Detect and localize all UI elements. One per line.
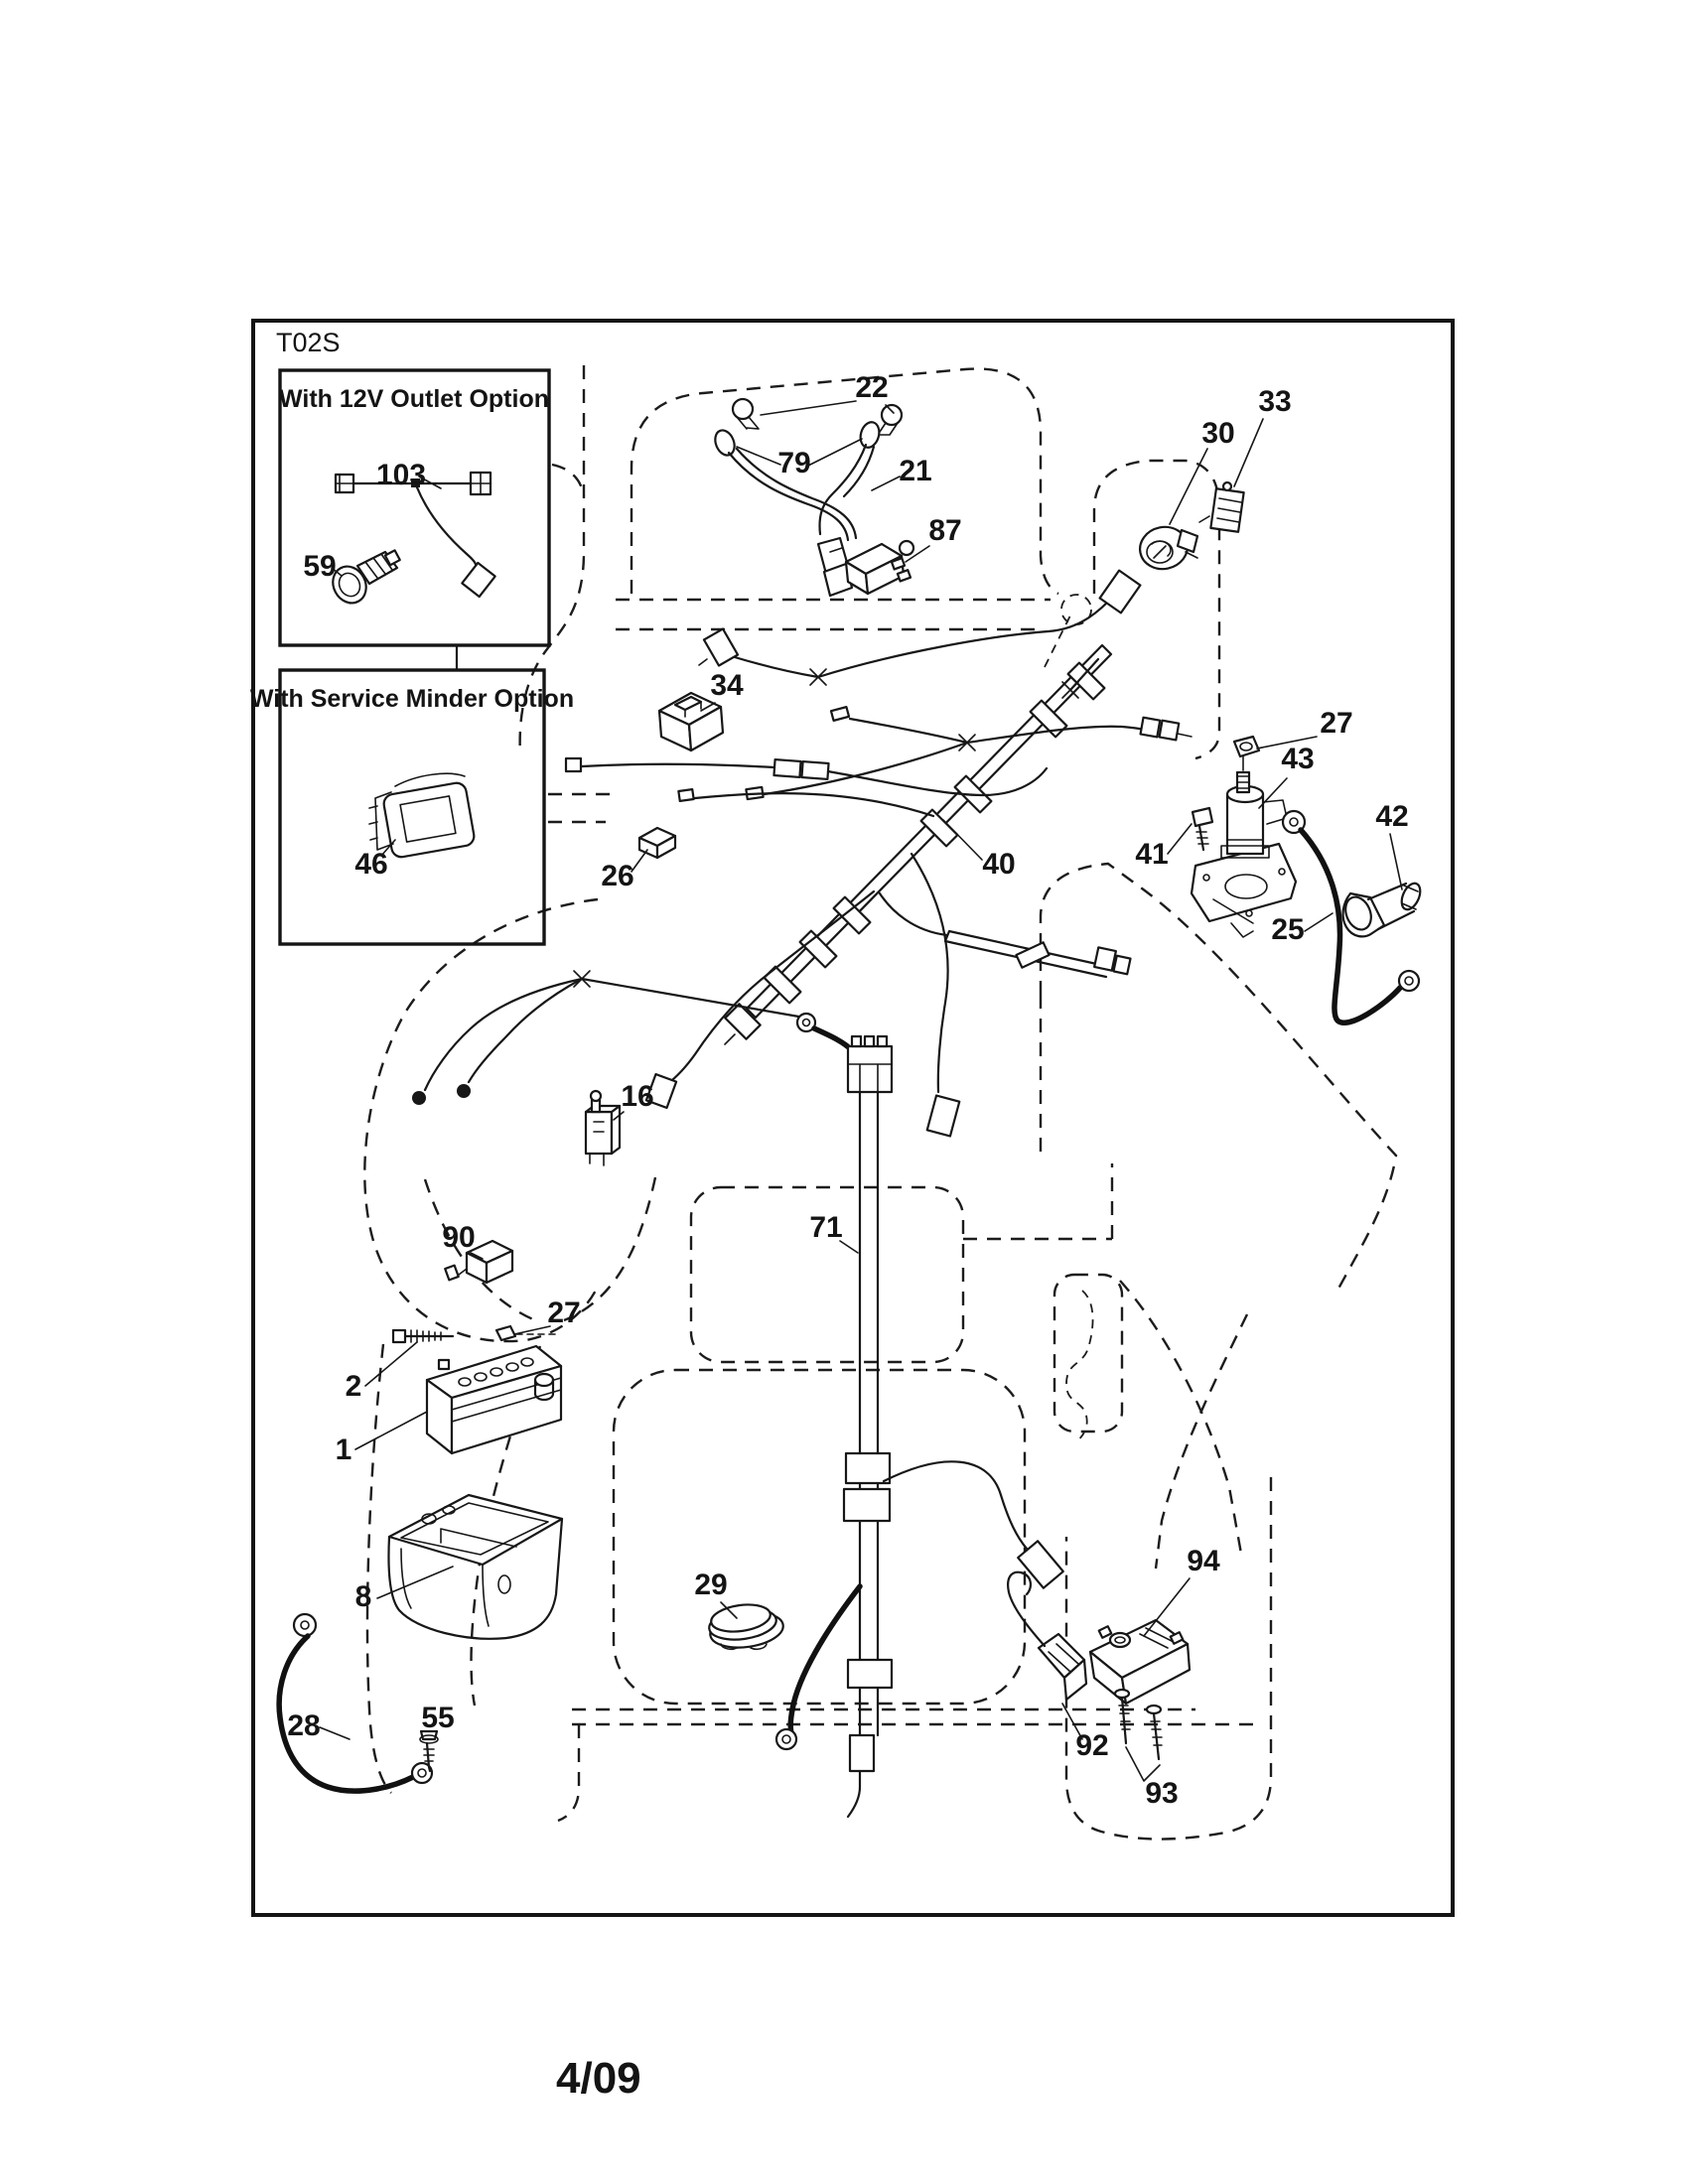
- part-label-bulb-sockets: 79: [777, 447, 811, 479]
- part-label-circuit-module: 33: [1258, 385, 1292, 418]
- left-branch-wires: [412, 971, 810, 1105]
- inset-service-minder: [250, 670, 574, 944]
- part-label-ground-screw: 55: [421, 1702, 455, 1734]
- part-label-battery: 1: [335, 1433, 352, 1466]
- part-label-battery-nut: 27: [547, 1297, 581, 1329]
- solenoid-glyph: [1192, 737, 1296, 937]
- meter-connector-glyph: [1008, 1572, 1086, 1700]
- battery-glyph: [427, 1346, 561, 1453]
- part-label-battery-cable: 25: [1271, 913, 1305, 946]
- part-label-outlet-12v: 59: [303, 550, 337, 583]
- outlet-12v-glyph: [327, 550, 400, 609]
- part-label-ignition-switch: 30: [1201, 417, 1235, 450]
- grommet-glyph: [707, 1601, 785, 1652]
- part-label-wire-strap: 71: [809, 1211, 843, 1244]
- part-label-meter-connector: 92: [1075, 1729, 1109, 1762]
- part-label-light-harness: 21: [899, 455, 932, 487]
- part-label-solenoid-nut: 27: [1320, 707, 1353, 740]
- part-label-terminal-boot: 42: [1375, 800, 1409, 833]
- part-label-solenoid-bolt: 41: [1135, 838, 1169, 871]
- hour-meter-glyph: [1090, 1620, 1190, 1704]
- part-label-solenoid: 43: [1281, 743, 1315, 775]
- part-label-relay-switch: 34: [710, 669, 744, 702]
- part-label-outlet-harness: 103: [375, 459, 427, 491]
- part-label-ground-cable: 28: [287, 1709, 321, 1742]
- inset-12v-title: With 12V Outlet Option: [279, 385, 549, 413]
- interlock-switch-glyph: [586, 1091, 620, 1165]
- battery-bolt-glyph: [393, 1330, 453, 1342]
- inset-12v-outlet: [279, 370, 549, 670]
- part-label-service-minder: 46: [354, 848, 388, 881]
- part-label-light-switch: 87: [928, 514, 962, 547]
- part-label-battery-box: 8: [354, 1580, 372, 1613]
- part-label-grommet: 29: [694, 1569, 728, 1601]
- light-switch-glyph: [846, 541, 913, 594]
- terminal-boot-glyph: [1341, 881, 1424, 936]
- part-label-hour-meter: 94: [1187, 1545, 1220, 1577]
- revision-date: 4/09: [556, 2054, 641, 2103]
- part-label-battery-bolt: 2: [345, 1370, 362, 1403]
- part-label-headlight-bulbs: 22: [855, 371, 889, 404]
- circuit-module-glyph: [1199, 482, 1244, 532]
- part-label-connector: 26: [601, 860, 634, 892]
- wire-strap-glyph: [776, 1014, 1063, 1817]
- diagram-code: T02S: [276, 328, 341, 357]
- part-label-main-harness: 40: [982, 848, 1016, 881]
- part-label-fuse-holder: 90: [442, 1221, 476, 1254]
- ignition-switch-glyph: [1136, 522, 1197, 573]
- ground-cable-glyph: [279, 1614, 432, 1791]
- service-minder-glyph: [369, 773, 476, 859]
- part-label-meter-screws: 93: [1145, 1777, 1179, 1810]
- battery-box-glyph: [388, 1495, 562, 1639]
- inset-service-minder-title: With Service Minder Option: [249, 685, 575, 713]
- solenoid-bolt-glyph: [1193, 808, 1212, 850]
- part-label-interlock-switch: 16: [621, 1080, 654, 1113]
